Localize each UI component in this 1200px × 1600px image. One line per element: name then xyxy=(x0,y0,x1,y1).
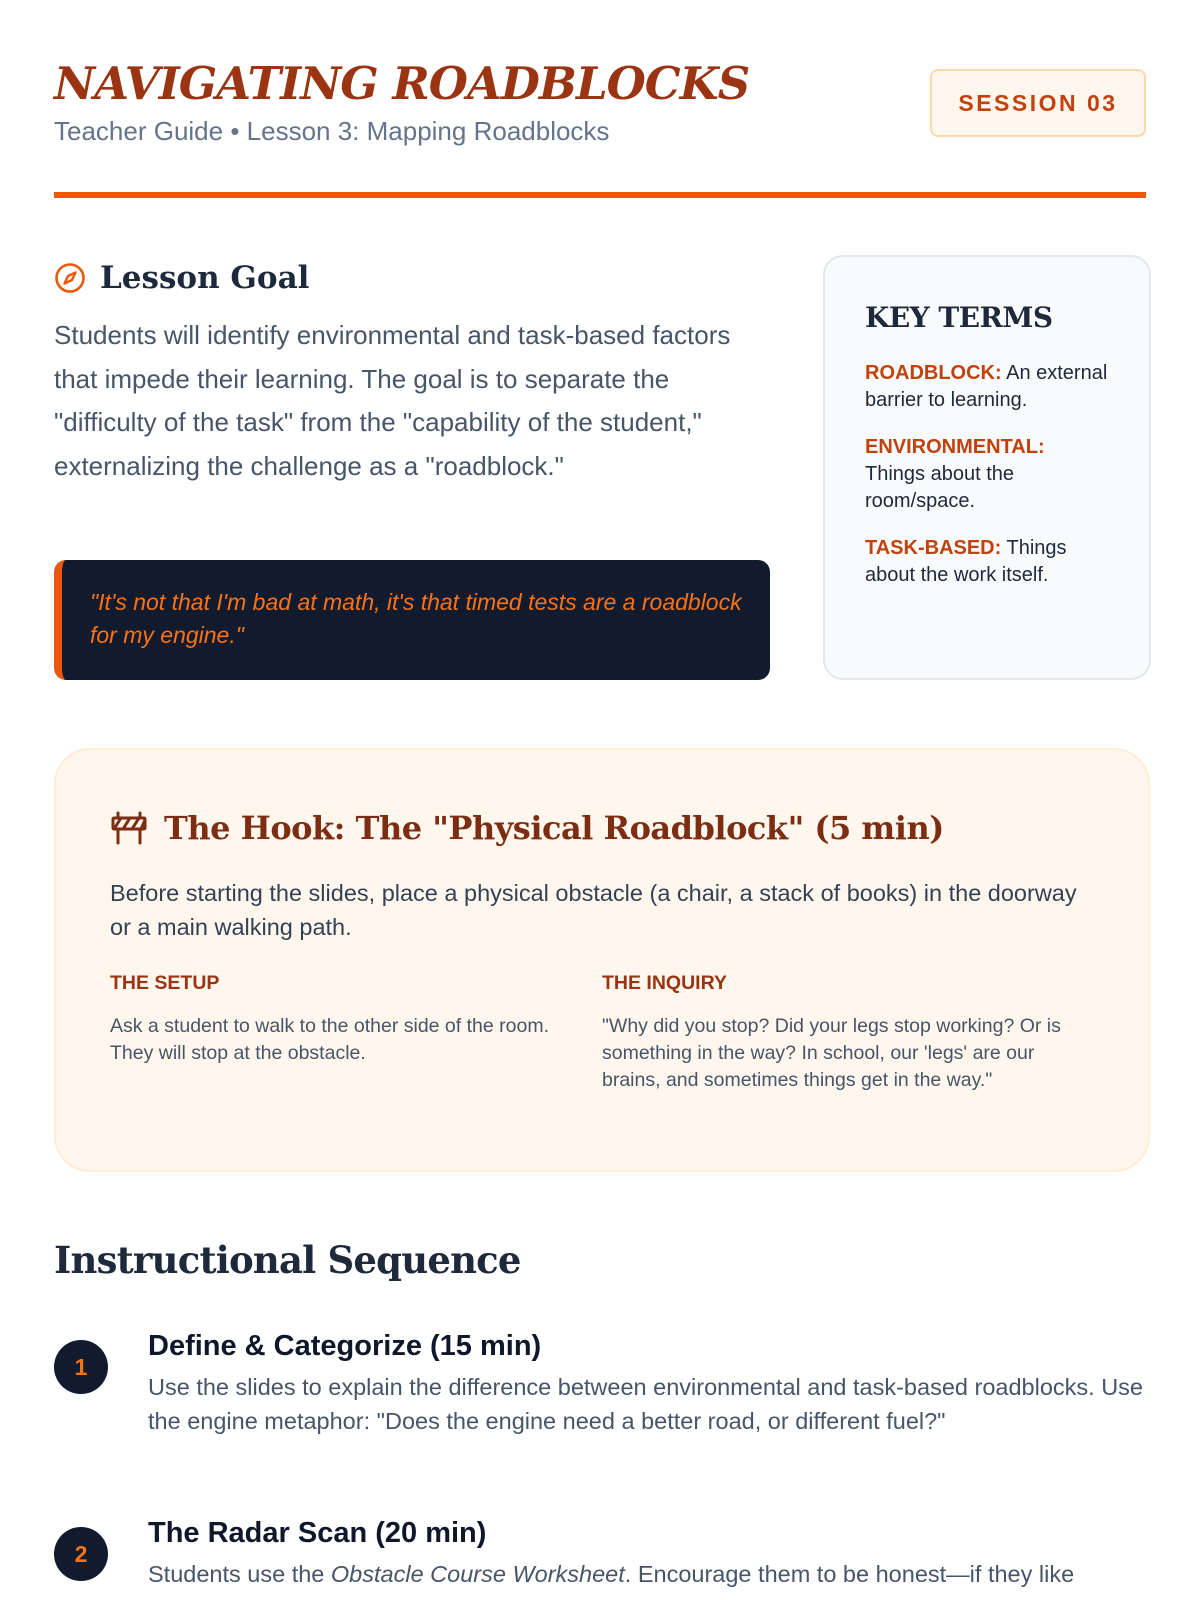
hook-setup-text: Ask a student to walk to the other side of the room. They will stop at the obstacle. xyxy=(110,1015,549,1064)
header-divider xyxy=(54,192,1146,198)
page-subtitle: Teacher Guide • Lesson 3: Mapping Roadblocks xyxy=(54,116,610,146)
step-number: 2 xyxy=(54,1527,108,1581)
lesson-goal-section xyxy=(54,258,774,488)
hook-inquiry-column xyxy=(602,972,1094,1094)
step-title: The Radar Scan (20 min) xyxy=(148,1517,487,1549)
hook-heading xyxy=(110,806,1094,850)
key-term-word: ENVIRONMENTAL: xyxy=(865,436,1045,458)
step-body xyxy=(148,1326,1148,1438)
step-title: Define & Categorize (15 min) xyxy=(148,1330,542,1362)
key-term-definition: Things about the room/space. xyxy=(865,463,1014,512)
sequence-title: Instructional Sequence xyxy=(54,1238,521,1282)
key-term-item xyxy=(865,360,1109,414)
key-terms-card xyxy=(823,255,1151,680)
hook-intro: Before starting the slides, place a physical obstacle (a chair, a stack of books) in the doorway or a main walking path. xyxy=(110,880,1077,940)
step-number: 1 xyxy=(54,1340,108,1394)
hook-inquiry-text: "Why did you stop? Did your legs stop working? Or is something in the way? In school, our 'legs' are our brains, and sometimes things get in the way." xyxy=(602,1015,1061,1091)
hook-card xyxy=(54,748,1150,1172)
worksheet-name: Obstacle Course Worksheet xyxy=(330,1561,625,1587)
hook-setup-heading: THE SETUP xyxy=(110,972,220,994)
step-body xyxy=(148,1513,1148,1591)
hook-inquiry-heading: THE INQUIRY xyxy=(602,972,727,994)
step-text: Use the slides to explain the difference between environmental and task-based roadblocks. Use the engine metaphor: "Does the engine need a better road, or different fuel?" xyxy=(148,1374,1143,1434)
step-text-part: . Encourage them to be honest—if they like xyxy=(624,1561,1075,1587)
hook-columns xyxy=(110,972,1094,1094)
key-terms-title: KEY TERMS xyxy=(865,301,1053,334)
page-title: NAVIGATING ROADBLOCKS xyxy=(54,57,750,110)
step-text xyxy=(148,1557,1148,1591)
student-quote: "It's not that I'm bad at math, it's that timed tests are a roadblock for my engine." xyxy=(54,560,770,680)
key-term-word: ROADBLOCK: xyxy=(865,362,1002,384)
hook-title: The Hook: The "Physical Roadblock" (5 min) xyxy=(164,809,944,847)
key-term-definition: An external barrier to learning. xyxy=(865,362,1108,411)
hook-setup-column xyxy=(110,972,602,1094)
key-term-item xyxy=(865,535,1109,589)
lesson-goal-heading xyxy=(54,258,774,298)
page-header xyxy=(54,52,1146,146)
session-badge: SESSION 03 xyxy=(930,69,1146,137)
barrier-icon xyxy=(110,811,148,845)
compass-icon xyxy=(54,262,86,294)
key-term-definition: Things about the work itself. xyxy=(865,537,1067,586)
step-text-part: Students use the xyxy=(148,1561,331,1587)
lesson-goal-title: Lesson Goal xyxy=(100,260,310,296)
lesson-goal-text: Students will identify environmental and task-based factors that impede their learning. The goal is to separate the "difficulty of the task" from the "capability of the student," externalizing the challenge as a "roadblock." xyxy=(54,320,731,481)
key-term-item xyxy=(865,434,1109,515)
key-term-word: TASK-BASED: xyxy=(865,537,1002,559)
